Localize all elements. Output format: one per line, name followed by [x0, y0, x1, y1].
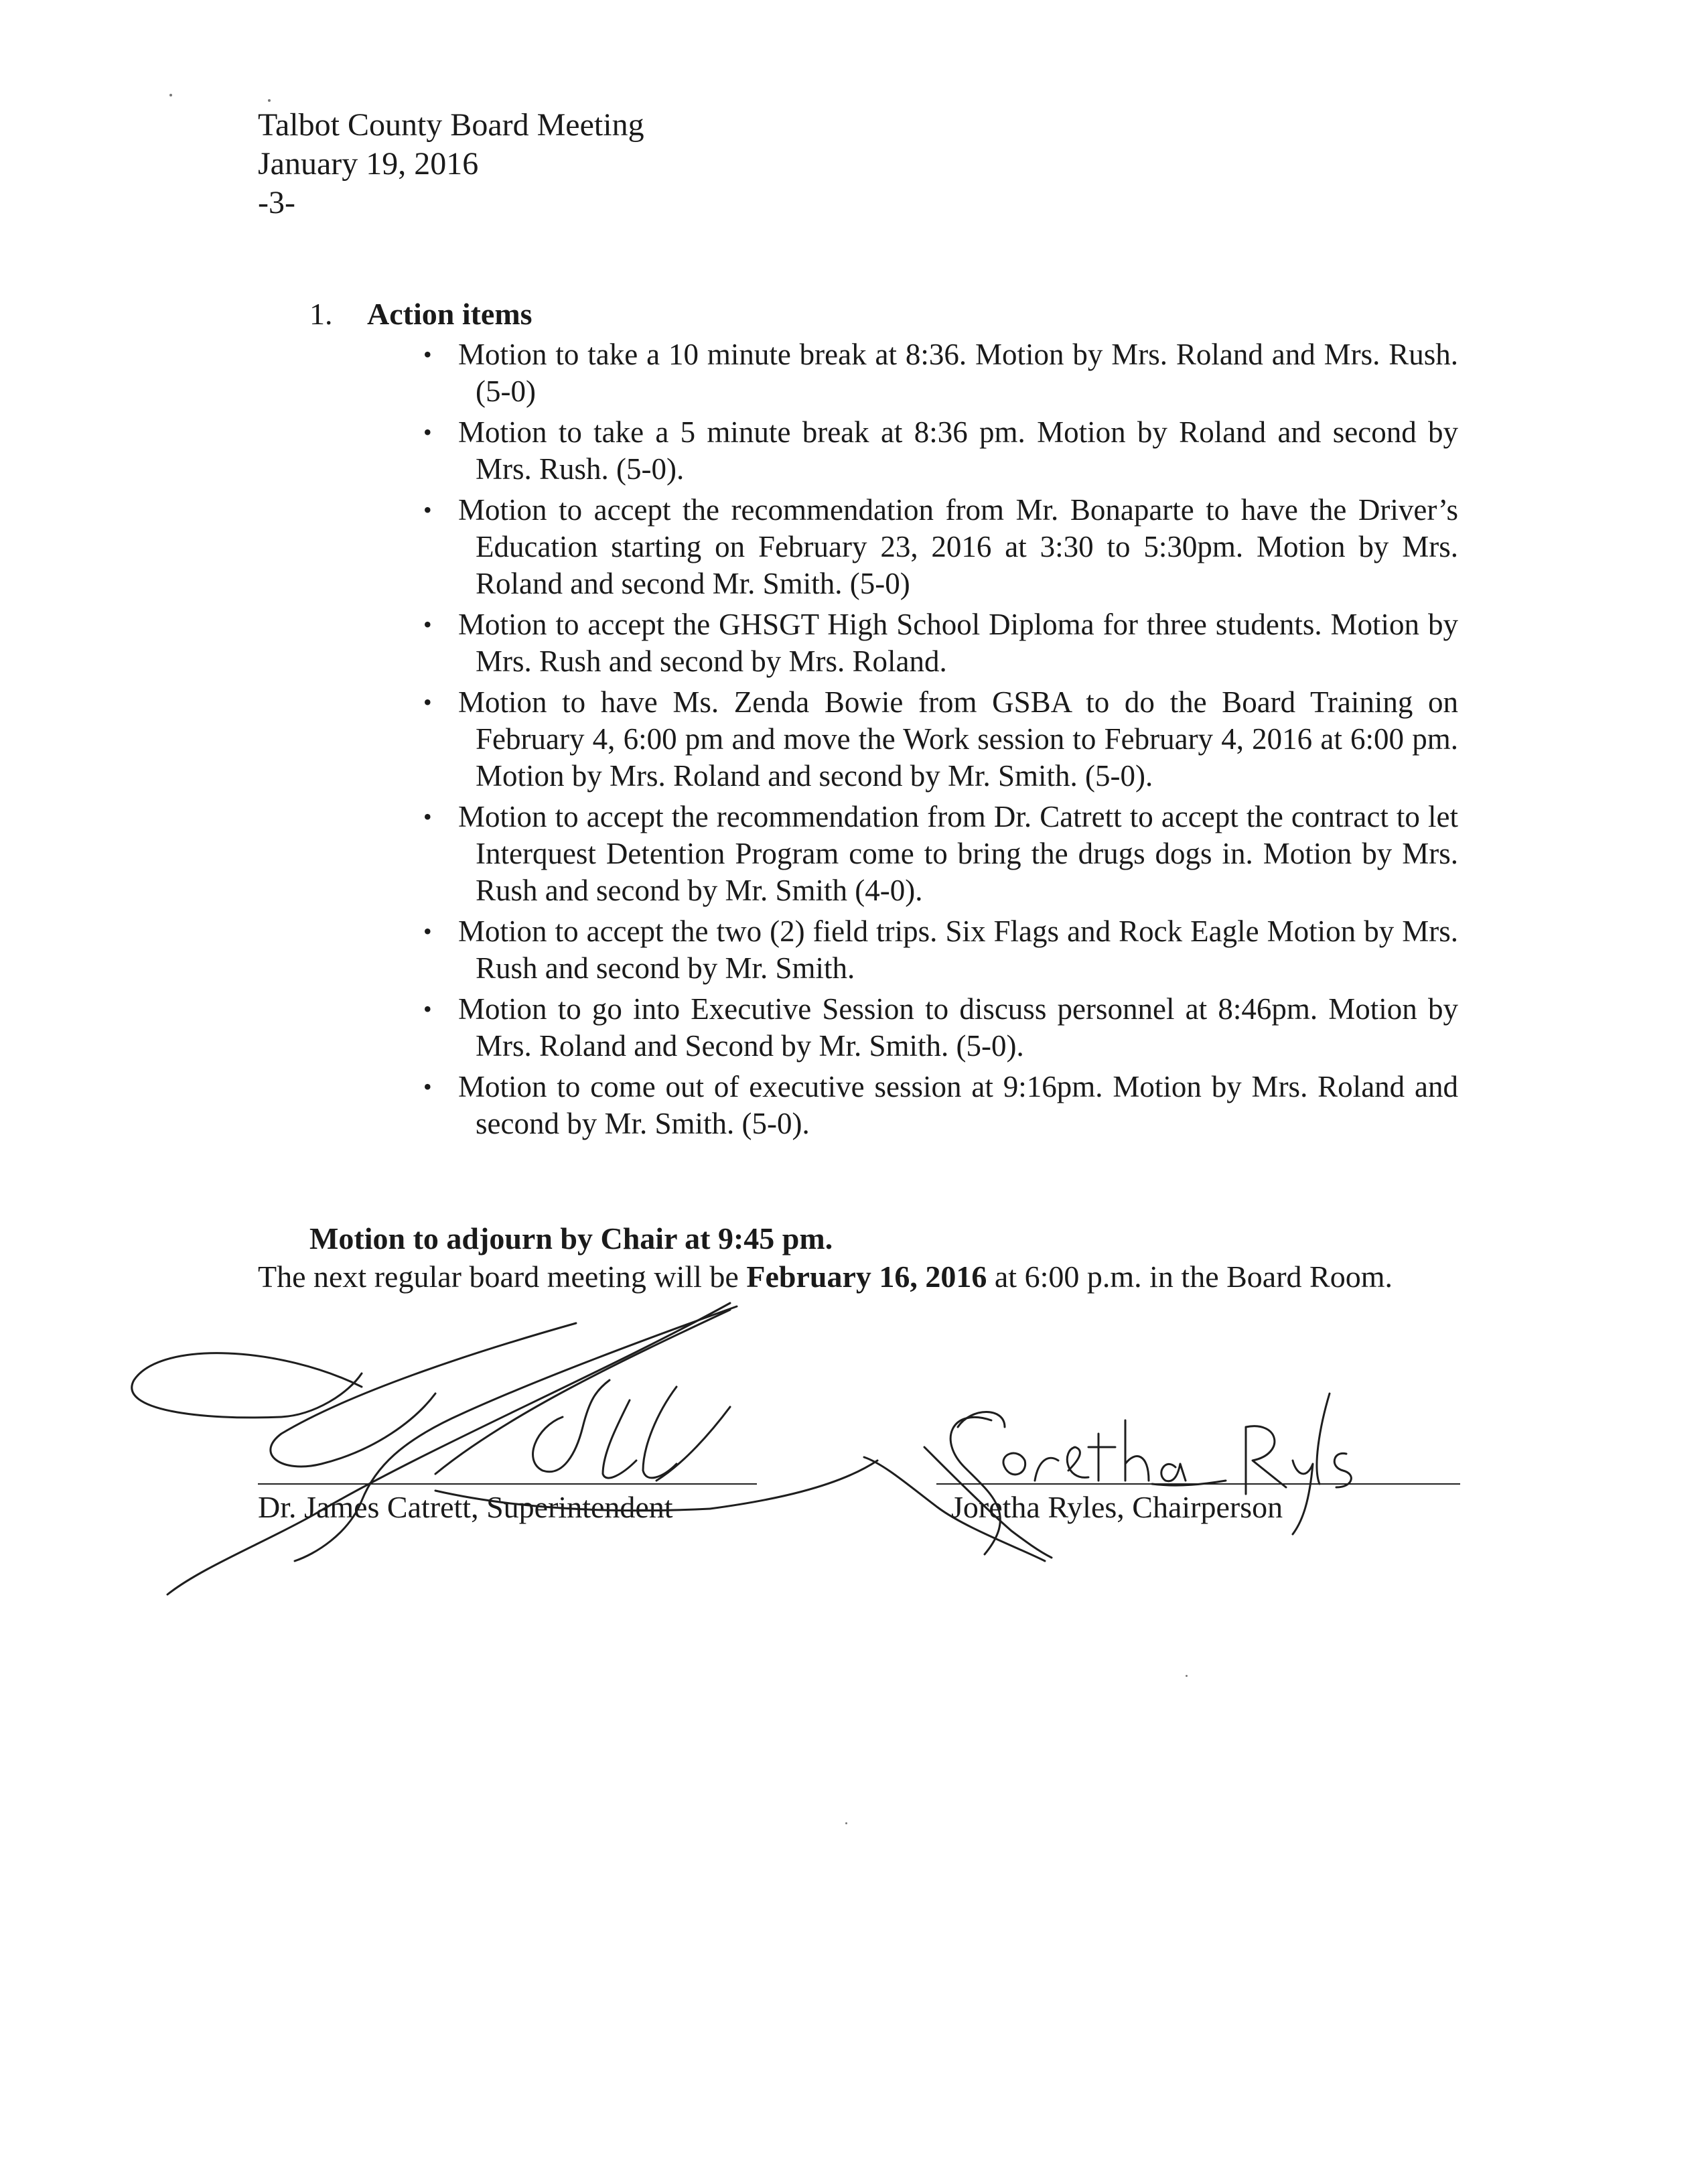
- motion-text: Motion to take a 5 minute break at 8:36 pm. Motion by Roland and second by Mrs. Rush. (5-0).: [458, 415, 1458, 486]
- chairperson-signature-y: [1293, 1461, 1313, 1534]
- chairperson-signature-r: [1035, 1458, 1058, 1481]
- bullet-icon: •: [423, 341, 432, 368]
- chairperson-signature-J: [950, 1417, 1000, 1554]
- next-meeting-date: February 16, 2016: [746, 1260, 987, 1294]
- header-meeting-date: January 19, 2016: [258, 146, 479, 182]
- section-heading: [309, 295, 1462, 334]
- document-header: [258, 106, 644, 222]
- motion-text: Motion to accept the GHSGT High School Diploma for three students. Motion by Mrs. Rush and second by Mrs. Roland.: [458, 608, 1458, 678]
- superintendent-signature-d1: [533, 1380, 610, 1472]
- superintendent-signature-loop: [132, 1353, 362, 1418]
- next-meeting-notice: [258, 1258, 1397, 1296]
- motion-item: [423, 684, 1458, 795]
- chairperson-signature-o: [1003, 1453, 1025, 1475]
- scan-speck: [1186, 1675, 1188, 1677]
- action-items-section: [309, 295, 1462, 1140]
- bullet-icon: •: [423, 496, 432, 523]
- header-page-number: -3-: [258, 185, 295, 220]
- superintendent-signature-l2: [643, 1387, 677, 1478]
- adjourn-motion: Motion to adjourn by Chair at 9:45 pm.: [309, 1221, 833, 1255]
- bullet-icon: •: [423, 803, 432, 830]
- bullet-icon: •: [423, 419, 432, 446]
- motion-text: Motion to have Ms. Zenda Bowie from GSBA to do the Board Training on February 4, 6:00 pm and move the Work session to February 4, 2016 at 6:00 pm. Motion by Mrs. Roland and second by Mr. Smith. (5-0).: [458, 685, 1458, 793]
- chairperson-signature-J-hook: [958, 1412, 1005, 1428]
- superintendent-signature-stroke2: [167, 1303, 730, 1594]
- motion-item: [423, 336, 1458, 410]
- chairperson-signature-h: [1125, 1420, 1149, 1481]
- motion-text: Motion to accept the two (2) field trips. Six Flags and Rock Eagle Motion by Mrs. Rush and second by Mr. Smith.: [458, 914, 1458, 985]
- bullet-icon: •: [423, 1073, 432, 1100]
- motion-text: Motion to come out of executive session at 9:16pm. Motion by Mrs. Roland and second by Mr. Smith. (5-0).: [458, 1070, 1458, 1140]
- header-meeting-title: Talbot County Board Meeting: [258, 107, 644, 143]
- superintendent-signature-link: [710, 1461, 877, 1509]
- scan-speck: [169, 94, 172, 96]
- bullet-icon: •: [423, 996, 432, 1022]
- chairperson-signature-s: [1334, 1453, 1351, 1487]
- superintendent-signature-stroke1: [271, 1323, 576, 1467]
- superintendent-signature-tail: [656, 1407, 730, 1481]
- scan-speck: [268, 99, 271, 102]
- section-number: 1.: [309, 297, 333, 331]
- motion-text: Motion to accept the recommendation from Dr. Catrett to accept the contract to let Interquest Detention Program come to bring the drugs dogs in. Motion by Mrs. Rush and second by Mr. Smith (4-0).: [458, 800, 1458, 907]
- bullet-icon: •: [423, 918, 432, 945]
- chairperson-signature-e: [1067, 1447, 1088, 1477]
- next-meeting-prefix: The next regular board meeting will be: [258, 1260, 747, 1294]
- superintendent-signature-l1: [603, 1400, 636, 1478]
- chairperson-signature-l: [1317, 1394, 1330, 1484]
- scan-speck: [845, 1822, 847, 1824]
- bullet-icon: •: [423, 689, 432, 716]
- motion-text: Motion to go into Executive Session to discuss personnel at 8:46pm. Motion by Mrs. Roland and Second by Mr. Smith. (5-0).: [458, 992, 1458, 1063]
- motion-text: Motion to accept the recommendation from Mr. Bonaparte to have the Driver’s Education starting on February 23, 2016 at 3:30 to 5:30pm. Motion by Mrs. Roland and second Mr. Smith. (5-0): [458, 493, 1458, 600]
- bullet-icon: •: [423, 611, 432, 638]
- superintendent-signature-stroke4: [435, 1310, 730, 1474]
- motion-item: [423, 799, 1458, 909]
- chairperson-signature-line: [936, 1483, 1460, 1485]
- motion-item: [423, 606, 1458, 680]
- motion-text: Motion to take a 10 minute break at 8:36. Motion by Mrs. Roland and Mrs. Rush.(5-0): [458, 338, 1458, 408]
- chairperson-name: Joretha Ryles, Chairperson: [951, 1490, 1283, 1524]
- motion-item: [423, 414, 1458, 488]
- motion-item: [423, 1069, 1458, 1142]
- next-meeting-suffix: at 6:00 p.m. in the Board Room.: [987, 1260, 1393, 1294]
- chairperson-signature-t: [1088, 1434, 1115, 1481]
- motion-list: [423, 336, 1458, 1146]
- motion-item: [423, 492, 1458, 602]
- superintendent-name: Dr. James Catrett, Superintendent: [258, 1490, 673, 1524]
- superintendent-signature-line: [258, 1483, 757, 1485]
- motion-item: [423, 913, 1458, 987]
- chairperson-signature-a: [1161, 1464, 1186, 1481]
- section-title: Action items: [367, 297, 532, 331]
- motion-item: [423, 991, 1458, 1065]
